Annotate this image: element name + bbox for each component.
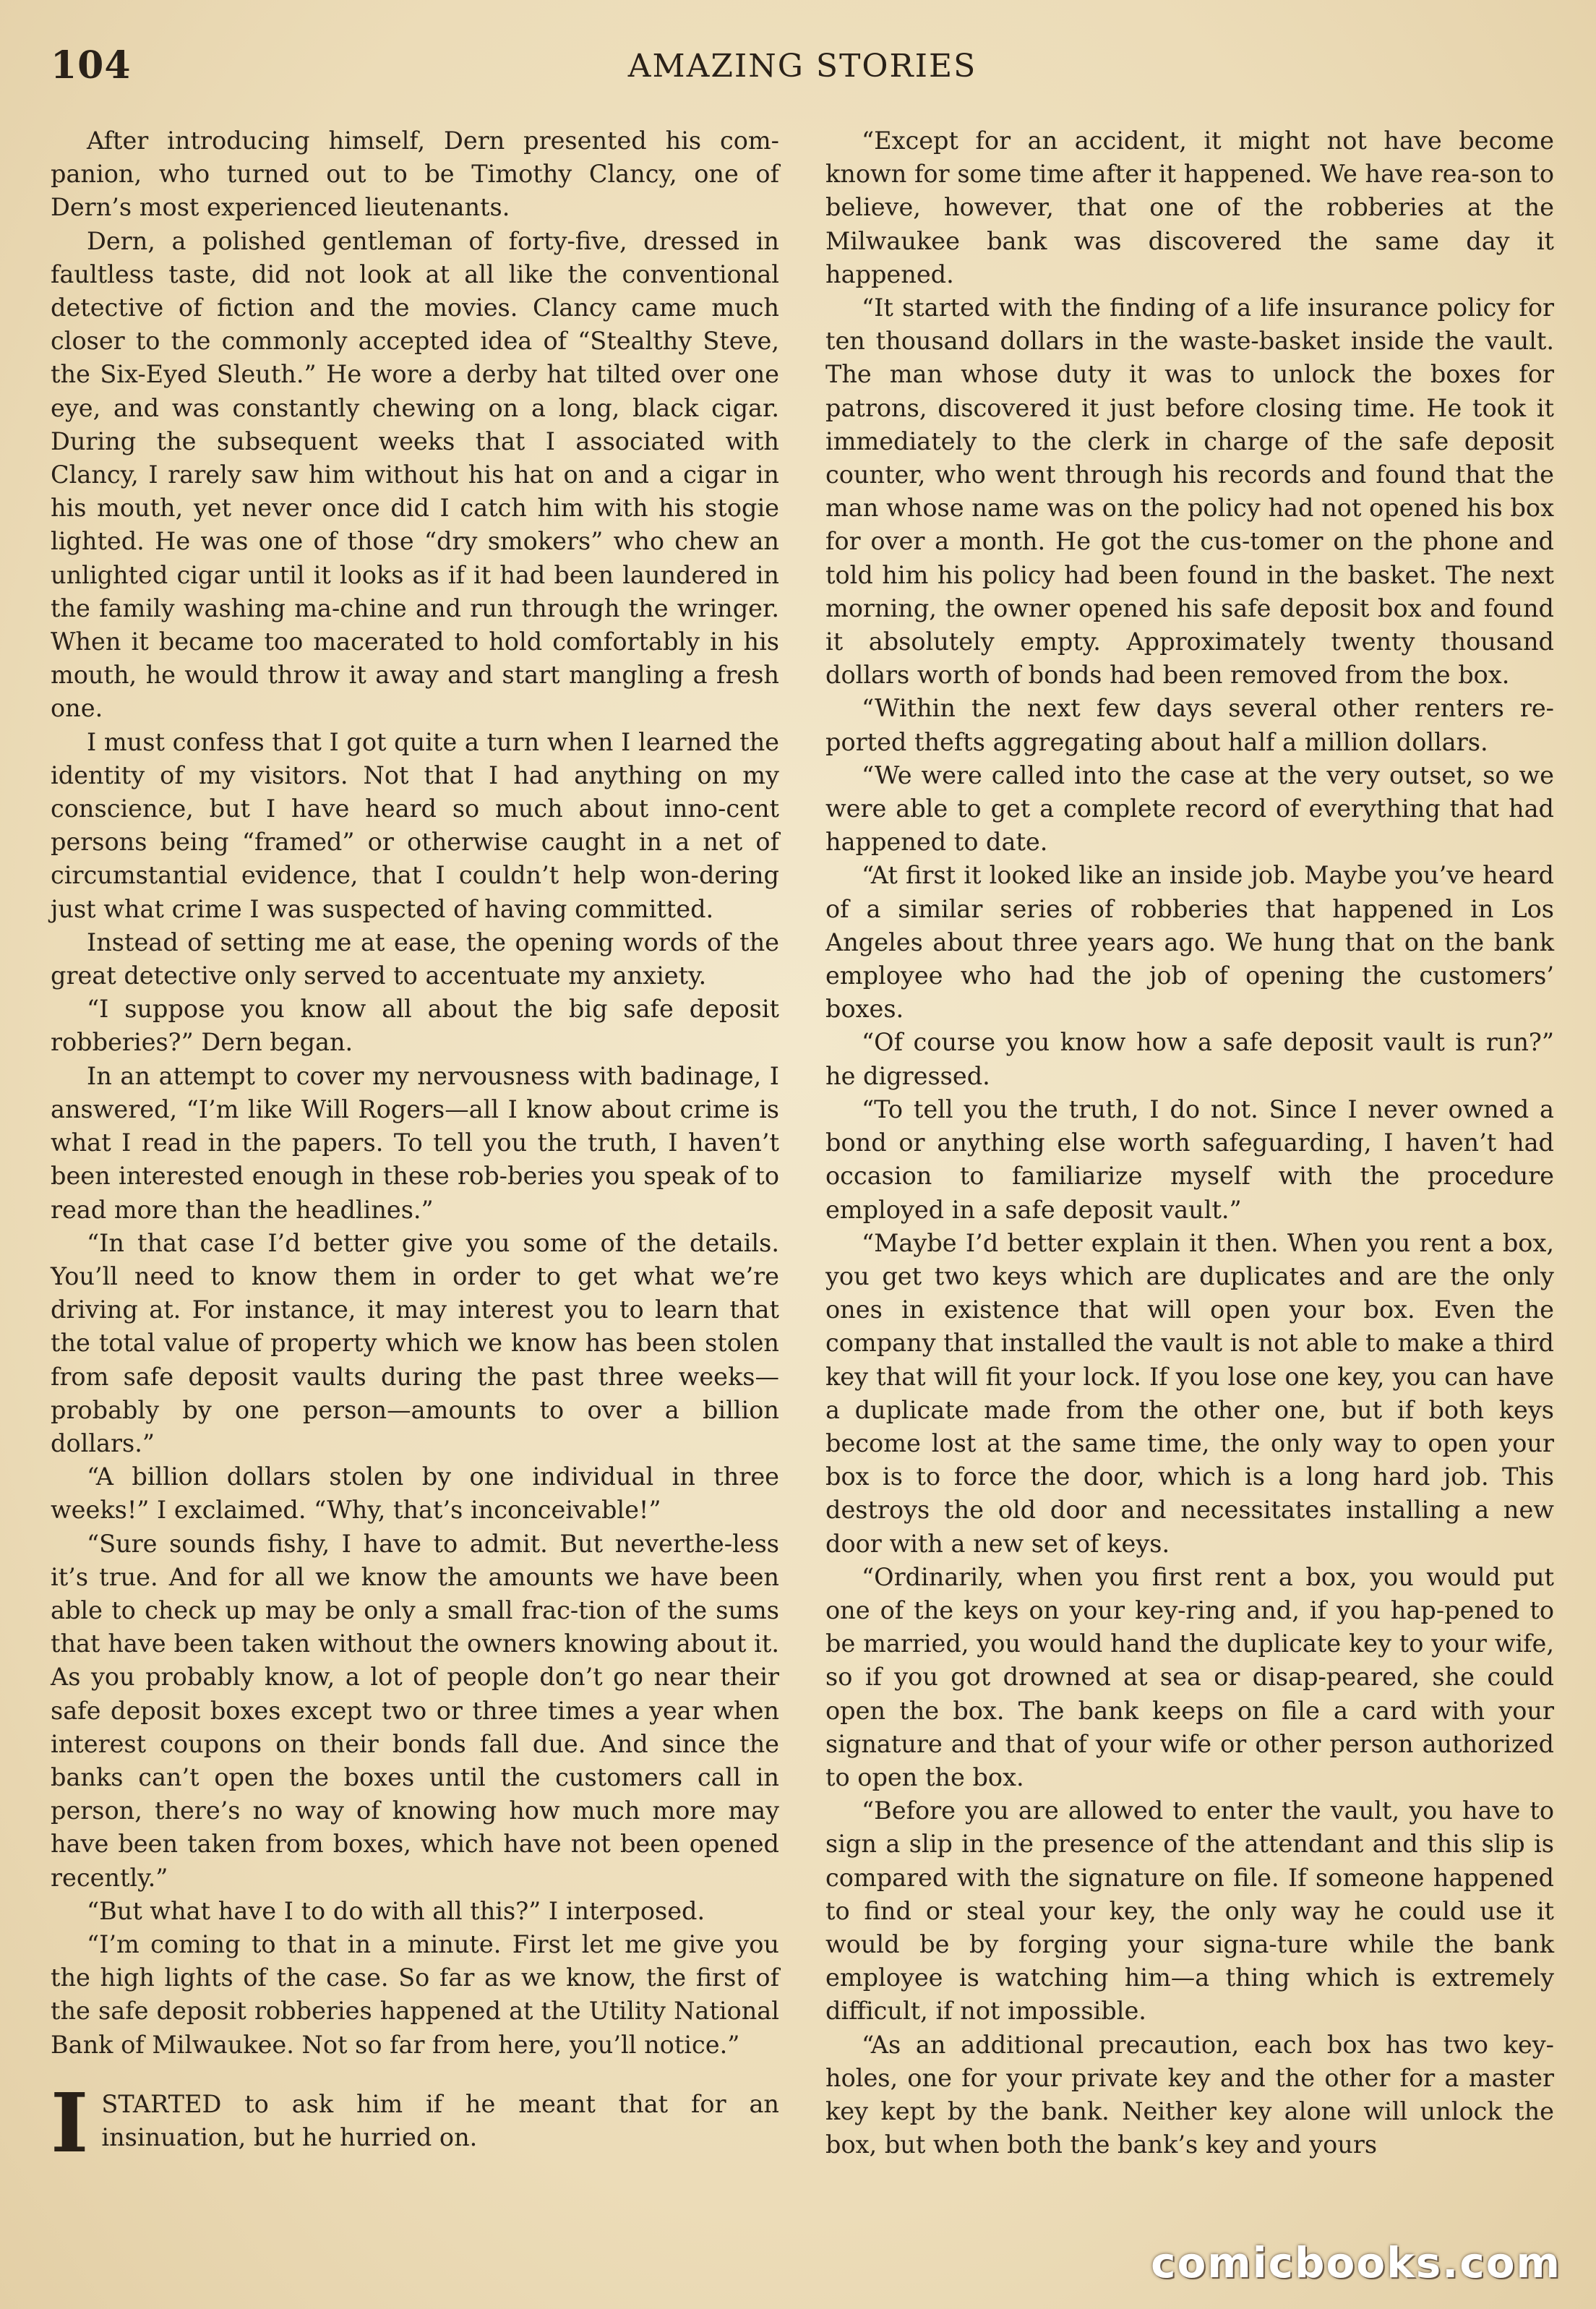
paragraph: “Before you are allowed to enter the vault, you have to sign a slip in the presence of the attendant and this slip is compared with the signature on file. If someone happened to find or steal your key, the only way he could use it would be by forging your signa-ture while the bank employee is watching him—a thing which is extremely difficult, if not impossible. [825, 1796, 1554, 2026]
paragraph: “To tell you the truth, I do not. Since I never owned a bond or anything else worth safeguarding, I haven’t had occasion to familiarize myself with the procedure employed in a safe deposit vault.” [825, 1094, 1554, 1224]
paragraph: “A billion dollars stolen by one individual in three weeks!” I exclaimed. “Why, that’s inconceivable!” [51, 1462, 779, 1525]
paragraph: I must confess that I got quite a turn when I learned the identity of my visitors. Not that I had anything on my conscience, but I have heard so much about inno-cent persons being “framed” or otherwise caught in a net of circumstantial evidence, that I couldn’t help won-dering just what crime I was suspected of having committed. [51, 727, 779, 923]
left-column [51, 124, 779, 2171]
paragraph: “Of course you know how a safe deposit vault is run?” he digressed. [825, 1028, 1554, 1090]
paragraph: After introducing himself, Dern presented his com-panion, who turned out to be Timothy Clancy, one of Dern’s most experienced lieutenants. [51, 127, 779, 222]
paragraph: “I’m coming to that in a minute. First let me give you the high lights of the case. So far as we know, the first of the safe deposit robberies happened at the Utility National Bank of Milwaukee. Not so far from here, you’ll notice.” [51, 1929, 779, 2059]
paragraph: “I suppose you know all about the big safe deposit robberies?” Dern began. [51, 995, 779, 1057]
paragraph: “Maybe I’d better explain it then. When you rent a box, you get two keys which are duplicates and are the only ones in existence that will open your box. Even the company that installed the vault is not able to make a third key that will fit your lock. If you lose one key, you can have a duplicate made from the other one, but if both keys become lost at the same time, the only way to open your box is to force the door, which is a long hard job. This destroys the old door and necessitates installing a new door with a new set of keys. [825, 1228, 1554, 1558]
paragraph: “At first it looked like an inside job. Maybe you’ve heard of a similar series of robberies that happened in Los Angeles about three years ago. We hung that on the bank employee who had the job of opening the customers’ boxes. [825, 861, 1554, 1024]
paragraph: “In that case I’d better give you some of the details. You’ll need to know them in order to get what we’re driving at. For instance, it may interest you to learn that the total value of property which we know has been stolen from safe deposit vaults during the past three weeks—probably by one person—amounts to over a billion dollars.” [51, 1228, 779, 1457]
paragraph: “Within the next few days several other renters re-ported thefts aggregating about half a million dollars. [825, 694, 1554, 756]
paragraph: “As an additional precaution, each box has two key-holes, one for your private key and the other for a master key kept by the bank. Neither key alone will unlock the box, but when both the bank’s key and yours [825, 2030, 1554, 2159]
dropcap-paragraph [51, 2075, 779, 2171]
running-title: AMAZING STORIES [627, 48, 977, 85]
paragraph: “Ordinarily, when you first rent a box, you would put one of the keys on your key-ring and, if you hap-pened to be married, you would hand the duplicate key to your wife, so if you got drowned at sea or disap-peared, she could open the box. The bank keeps on file a card with your signature and that of your wife or other person authorized to open the box. [825, 1562, 1554, 1791]
page-header [51, 43, 1554, 101]
paragraph: “We were called into the case at the very outset, so we were able to get a complete record of everything that had happened to date. [825, 761, 1554, 857]
page-number: 104 [51, 43, 132, 87]
drop-cap-letter: I [51, 2075, 89, 2171]
paragraph: “Except for an accident, it might not have become known for some time after it happened. We have rea-son to believe, however, that one of the robberies at the Milwaukee bank was discovered the same day it happened. [825, 127, 1554, 288]
paragraph: “Sure sounds fishy, I have to admit. But neverthe-less it’s true. And for all we know the amounts we have been able to check up may be only a small frac-tion of the sums that have been taken without the owners knowing about it. As you probably know, a lot of people don’t go near their safe deposit boxes except two or three times a year when interest coupons on their bonds fall due. And since the banks can’t open the boxes until the customers call in person, there’s no way of knowing how much more may have been taken from boxes, which have not been opened recently.” [51, 1529, 779, 1892]
paragraph: “It started with the finding of a life insurance policy for ten thousand dollars in the waste-basket inside the vault. The man whose duty it was to unlock the boxes for patrons, discovered it just before closing time. He took it immediately to the clerk in charge of the safe deposit counter, who went through his records and found that the man whose name was on the policy had not opened his box for over a month. He got the cus-tomer on the phone and told him his policy had been found in the basket. The next morning, the owner opened his safe deposit box and found it absolutely empty. Approximately twenty thousand dollars worth of bonds had been removed from the box. [825, 294, 1554, 690]
site-watermark: comicbooks.com [1151, 2238, 1561, 2287]
paragraph: Instead of setting me at ease, the opening words of the great detective only served to accentuate my anxiety. [51, 928, 779, 990]
paragraph: “But what have I to do with all this?” I interposed. [87, 1896, 705, 1925]
dropcap-text: STARTED to ask him if he meant that for an insinuation, but he hurried on. [101, 2089, 779, 2151]
paragraph: In an attempt to cover my nervousness with badinage, I answered, “I’m like Will Rogers—all I know about crime is what I read in the papers. To tell you the truth, I haven’t been interested enough in these rob-beries you speak of to read more than the headlines.” [51, 1061, 779, 1224]
paragraph: Dern, a polished gentleman of forty-five, dressed in faultless taste, did not look at all like the conventional detective of fiction and the movies. Clancy came much closer to the commonly accepted idea of “Stealthy Steve, the Six-Eyed Sleuth.” He wore a derby hat tilted over one eye, and was constantly chewing on a long, black cigar. During the subsequent weeks that I associated with Clancy, I rarely saw him without his hat on and a cigar in his mouth, yet never once did I catch him with his stogie lighted. He was one of those “dry smokers” who chew an unlighted cigar until it looks as if it had been laundered in the family washing ma-chine and run through the wringer. When it became too macerated to hold comfortably in his mouth, he would throw it away and start mangling a fresh one. [51, 226, 779, 723]
right-column [825, 124, 1554, 2162]
